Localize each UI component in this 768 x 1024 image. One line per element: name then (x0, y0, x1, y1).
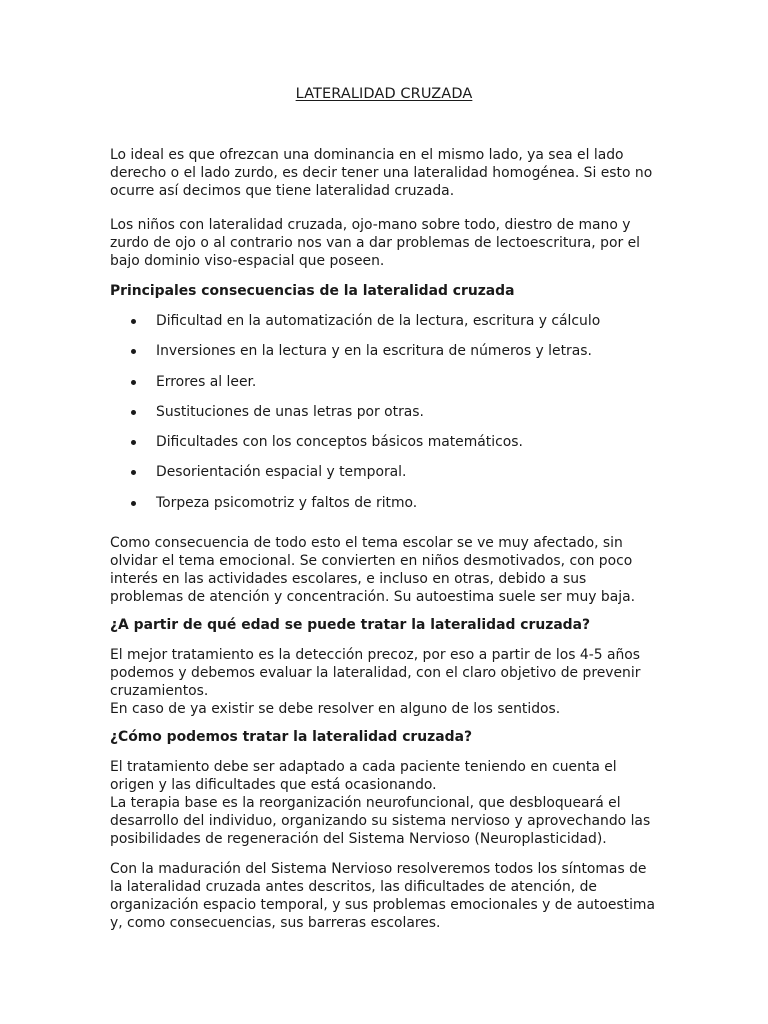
age-paragraph-line-2: En caso de ya existir se debe resolver en alguno de los sentidos. (110, 701, 561, 718)
bullet-icon (131, 410, 136, 415)
list-item (110, 403, 662, 433)
bullet-icon (131, 349, 136, 354)
treatment-paragraph-line-1: El tratamiento debe ser adaptado a cada paciente teniendo en cuenta el origen y las dificultades que está ocasionando. (110, 759, 617, 794)
consequences-list (110, 312, 662, 524)
list-item-text: Inversiones en la lectura y en la escritura de números y letras. (156, 343, 592, 360)
age-heading: ¿A partir de qué edad se puede tratar la lateralidad cruzada? (110, 617, 591, 634)
bullet-icon (131, 319, 136, 324)
list-item (110, 494, 662, 524)
list-item (110, 342, 662, 372)
list-item (110, 433, 662, 463)
list-item-text: Sustituciones de unas letras por otras. (156, 403, 424, 420)
list-item-text: Errores al leer. (156, 373, 257, 390)
treatment-paragraph-line-2: La terapia base es la reorganización neurofuncional, que desbloqueará el desarrollo del individuo, organizando su sistema nervioso y aprovechando las posibilidades de regeneración del Sistema Nervioso (Neuroplasticidad). (110, 795, 651, 848)
document-body (110, 146, 662, 932)
list-item-text: Torpeza psicomotriz y faltos de ritmo. (156, 494, 418, 511)
consequences-heading: Principales consecuencias de la lateralidad cruzada (110, 283, 515, 299)
treatment-heading: ¿Cómo podemos tratar la lateralidad cruzada? (110, 729, 472, 746)
list-item (110, 373, 662, 403)
bullet-icon (131, 380, 136, 385)
list-item (110, 463, 662, 493)
list-item-text: Desorientación espacial y temporal. (156, 464, 407, 481)
age-paragraph-line-1: El mejor tratamiento es la detección precoz, por eso a partir de los 4-5 años podemos y debemos evaluar la lateralidad, con el claro objetivo de prevenir cruzamientos. (110, 647, 641, 700)
list-item-text: Dificultades con los conceptos básicos matemáticos. (156, 434, 523, 451)
intro-paragraph: Lo ideal es que ofrezcan una dominancia en el mismo lado, ya sea el lado derecho o el lado zurdo, es decir tener una lateralidad homogénea. Si esto no ocurre así decimos que tiene lateralidad cruzada. (110, 147, 653, 199)
final-paragraph: Con la maduración del Sistema Nervioso resolveremos todos los síntomas de la lateralidad cruzada antes descritos, las dificultades de atención, de organización espacio temporal, y sus problemas emocionales y de autoestima y, como consecuencias, sus barreras escolares. (110, 861, 655, 932)
children-paragraph: Los niños con lateralidad cruzada, ojo-mano sobre todo, diestro de mano y zurdo de ojo o al contrario nos van a dar problemas de lectoescritura, por el bajo dominio viso-espacial que poseen. (110, 217, 640, 269)
list-item-text: Dificultad en la automatización de la lectura, escritura y cálculo (156, 313, 601, 329)
document-title: LATERALIDAD CRUZADA (295, 86, 473, 102)
bullet-icon (131, 440, 136, 445)
list-item (110, 312, 662, 342)
treatment-paragraph (110, 758, 662, 848)
consequence-paragraph: Como consecuencia de todo esto el tema escolar se ve muy afectado, sin olvidar el tema emocional. Se convierten en niños desmotivados, con poco interés en las actividades escolares, e incluso en otras, debido a sus problemas de atención y concentración. Su autoestima suele ser muy baja. (110, 535, 636, 606)
bullet-icon (131, 470, 136, 475)
bullet-icon (131, 501, 136, 506)
age-paragraph (110, 646, 662, 718)
